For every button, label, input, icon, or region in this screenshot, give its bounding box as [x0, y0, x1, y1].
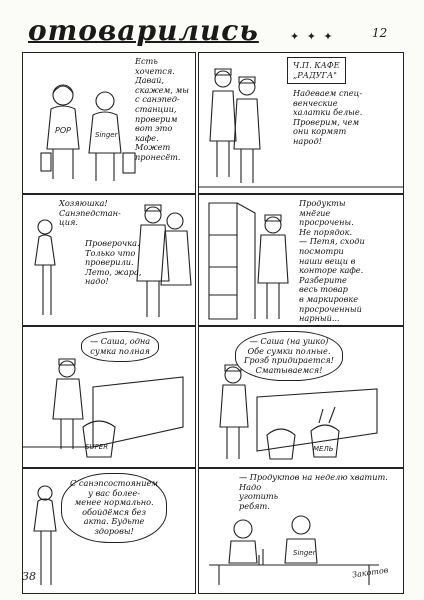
panel-5-speech: — Саша, одна сумка полная — [81, 331, 159, 362]
panel-2-speech: Надеваем спец- венческие халатки белые. Проверим, чем они кормят народ! — [293, 88, 363, 146]
shirt-label-pop: POP — [55, 126, 71, 135]
panel-7-speech: С санэпсостоянием у вас более- менее нормально. обойдёмся без акта. Будьте здоровы! — [61, 473, 167, 543]
box-label-mel: МЕЛЬ — [313, 445, 334, 453]
panel-2 — [198, 52, 404, 194]
panel-3-speech-right: Проверочка. Только что проверили. Лето, жара, надо! — [85, 238, 142, 287]
panel-1 — [22, 52, 196, 194]
panel-5 — [22, 326, 196, 468]
panel-8-speech: — Продуктов на неделю хватит. Надо уготить ребят. — [239, 472, 388, 511]
artist-signature: Закотов — [351, 565, 389, 580]
panel-7 — [22, 468, 196, 594]
panel-1-speech: Есть хочется. Давай, скажем, мы с санэпед- станции, проверим вот это кафе. Может пронесёт. — [135, 56, 189, 162]
title-stars: ✦ ✦ ✦ — [290, 30, 335, 43]
page-number-bottom: 38 — [22, 570, 36, 583]
shirt-label-singer-p8: Singer — [293, 549, 316, 557]
panel-6-speech: — Саша (на ушко) Обе сумки полные. Грозб придирается! Сматываемся! — [235, 331, 343, 381]
panel-6 — [198, 326, 404, 468]
shirt-label-singer: Singer — [95, 131, 118, 139]
page-title: отоварились — [28, 14, 259, 47]
panel-3-speech-left: Хозяюшка! Санэпедстан- ция. — [59, 198, 121, 228]
panel-3 — [22, 194, 196, 326]
box-label-super: SUPER — [85, 443, 109, 451]
panel-4-speech: Продукты мнёгие просрочены. Не порядок. — Петя, сходи посмотри наши вещи в конторе кафе. Разберите весь товар в маркировке просроченный нарный... — [299, 198, 365, 324]
page-number-top: 12 — [372, 26, 388, 40]
panel-2-caption: Ч.П. КАФЕ „РАДУГА" — [287, 57, 346, 84]
panel-4 — [198, 194, 404, 326]
